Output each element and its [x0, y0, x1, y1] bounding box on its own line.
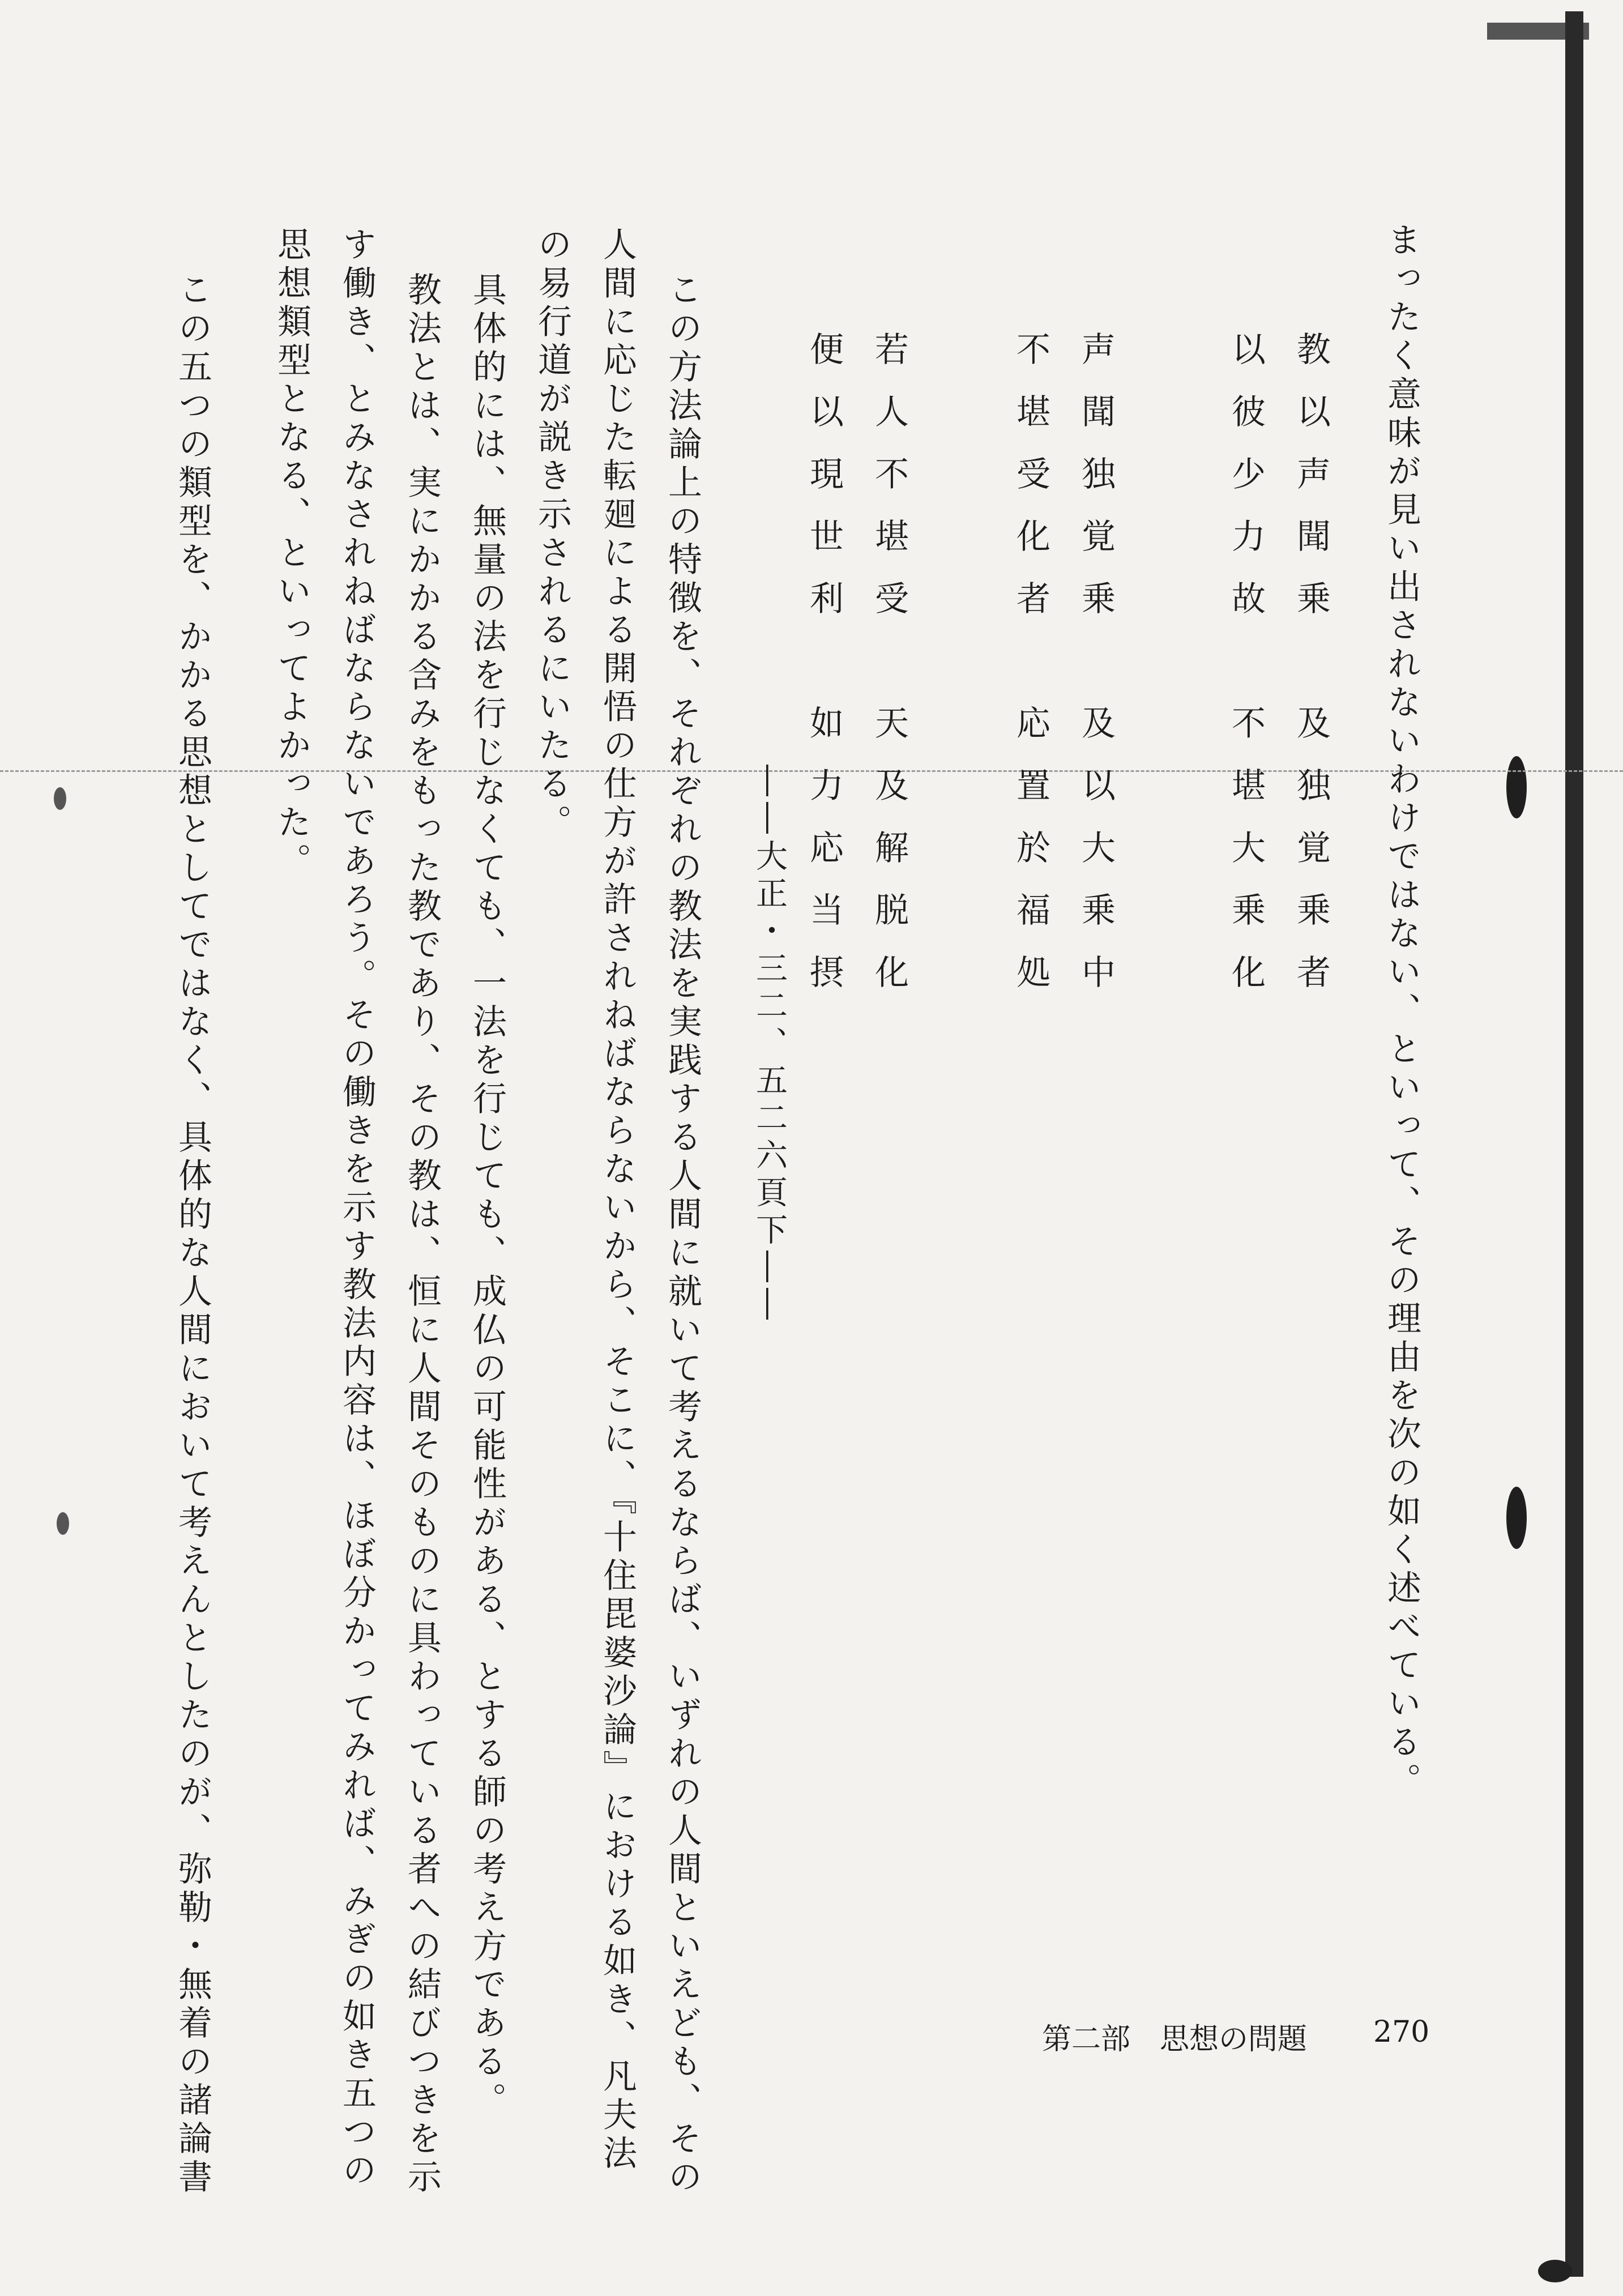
scan-speck: [1538, 2260, 1572, 2282]
verse-line-4: 不堪受化者 応置於福処: [1011, 331, 1050, 1017]
verse-line-6: 便以現世利 如力応当摂: [804, 331, 844, 1017]
body-line-7: 思想類型となる、といってよかった。: [272, 227, 311, 881]
verse-line-5: 若人不堪受 天及解脱化: [869, 331, 909, 1017]
body-line-5: 教法とは、実にかかる含みをもった教であり、その教は、恒に人間そのものに具わっている者への結びつきを示: [402, 272, 442, 2197]
scan-speck-left-lower: [57, 1512, 69, 1535]
body-line-2: 人間に応じた転廻による開悟の仕方が許されねばならないから、そこに、『十住毘婆沙論』における如き、凡夫法: [597, 227, 637, 2174]
binding-hole-lower: [1506, 1487, 1527, 1549]
text-line-1: まったく意味が見い出されないわけではない、といって、その理由を次の如く述べている。: [1382, 222, 1421, 1801]
body-line-1: この方法論上の特徴を、それぞれの教法を実践する人間に就いて考えるならば、いずれの人間といえども、その: [663, 272, 702, 2197]
body-line-3: の易行道が説き示されるにいたる。: [532, 227, 572, 843]
scan-speck-left-upper: [54, 787, 66, 810]
verse-line-1: 教以声聞乗 及独覚乗者: [1291, 331, 1331, 1017]
citation: ――大正・三二、五二六頁下――: [751, 765, 788, 1325]
verse-line-2: 以彼少力故 不堪大乗化: [1226, 331, 1266, 1017]
scan-edge-bar: [1565, 11, 1583, 2277]
binding-hole-upper: [1506, 756, 1527, 818]
body-line-8: この五つの類型を、かかる思想としてではなく、具体的な人間において考えんとしたのが、弥勒・無着の諸論書: [173, 272, 212, 2197]
running-footer: 第二部 思想の問題: [1042, 2022, 1308, 2056]
page-number: 270: [1373, 2015, 1430, 2049]
body-line-4: 具体的には、無量の法を行じなくても、一法を行じても、成仏の可能性がある、とする師の考え方である。: [467, 272, 507, 2120]
body-line-6: す働き、とみなされねばならないであろう。その働きを示す教法内容は、ほぼ分かってみれば、みぎの如き五つの: [337, 227, 377, 2191]
verse-line-3: 声聞独覚乗 及以大乗中: [1076, 331, 1116, 1017]
